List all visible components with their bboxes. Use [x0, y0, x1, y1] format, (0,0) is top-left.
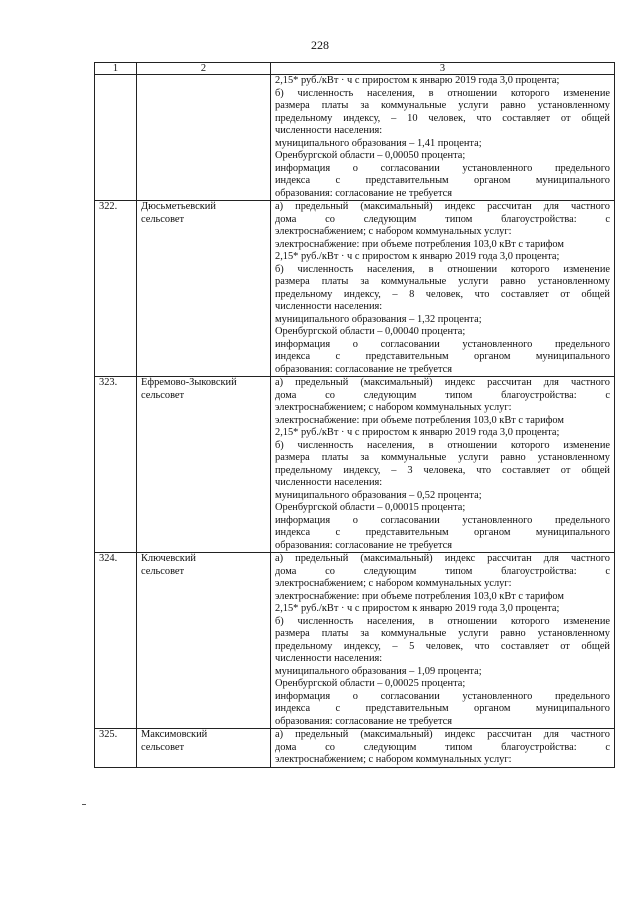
table-row — [95, 377, 615, 553]
margin-mark — [82, 804, 86, 805]
row-number-cell: 323. — [95, 377, 137, 553]
text-line: дома со следующим типом благоустройства: с — [275, 389, 610, 401]
text-line: электроснабжением; с набором коммунальных услуг: — [275, 754, 512, 765]
text-line: а) предельный (максимальный) индекс рассчитан для частного — [275, 201, 610, 212]
row-number-cell — [95, 75, 137, 201]
municipality-name-line: Ключевский — [141, 553, 196, 564]
text-line: информация о согласовании установленного предельного — [275, 514, 610, 526]
municipality-name-line: сельсовет — [141, 565, 185, 577]
page-number: 228 — [311, 38, 329, 52]
text-line: численности населения: — [275, 653, 383, 664]
municipality-name-line: сельсовет — [141, 741, 185, 753]
text-line: размера платы за коммунальные услуги равно установленному — [275, 628, 610, 639]
text-line: образования: согласование не требуется — [275, 539, 453, 551]
text-line: Оренбургской области – 0,00025 процента; — [275, 678, 466, 689]
index-description-cell — [271, 553, 615, 729]
text-line: 2,15* руб./кВт · ч с приростом к январю 2019 года 3,0 процента; — [275, 603, 560, 614]
text-line: численности населения: — [275, 301, 383, 312]
text-line: муниципального образования – 0,52 процента; — [275, 489, 482, 501]
text-line: индекса с представительным органом муниципального — [275, 703, 610, 714]
text-line: предельному индексу, – 10 человек, что составляет от общей — [275, 112, 610, 124]
text-line: Оренбургской области – 0,00015 процента; — [275, 502, 466, 513]
text-line: дома со следующим типом благоустройства: с — [275, 565, 610, 577]
municipality-name-line: сельсовет — [141, 389, 185, 401]
municipality-cell — [137, 553, 271, 729]
row-number-cell: 324. — [95, 553, 137, 729]
index-description-cell — [271, 75, 615, 201]
text-line: электроснабжение: при объеме потребления 103,0 кВт с тарифом — [275, 238, 564, 250]
text-line: информация о согласовании установленного предельного — [275, 162, 610, 174]
municipality-name-line: Дюсьметьевский — [141, 201, 216, 212]
text-line: а) предельный (максимальный) индекс рассчитан для частного — [275, 553, 610, 564]
municipality-index-table — [94, 62, 615, 768]
text-line: индекса с представительным органом муниципального — [275, 527, 610, 538]
text-line: образования: согласование не требуется — [275, 187, 453, 199]
text-line: информация о согласовании установленного предельного — [275, 338, 610, 350]
text-line: численности населения: — [275, 477, 383, 488]
text-line: 2,15* руб./кВт · ч с приростом к январю 2019 года 3,0 процента; — [275, 75, 560, 86]
index-description-cell — [271, 201, 615, 377]
text-line: 2,15* руб./кВт · ч с приростом к январю 2019 года 3,0 процента; — [275, 427, 560, 438]
text-line: размера платы за коммунальные услуги равно установленному — [275, 452, 610, 463]
text-line: б) численность населения, в отношении которого изменение — [275, 263, 610, 275]
municipality-cell — [137, 377, 271, 553]
text-line: размера платы за коммунальные услуги равно установленному — [275, 276, 610, 287]
municipality-cell — [137, 729, 271, 768]
text-line: Оренбургской области – 0,00040 процента; — [275, 326, 466, 337]
text-line: а) предельный (максимальный) индекс рассчитан для частного — [275, 729, 610, 740]
municipality-name-line: Максимовский — [141, 729, 208, 740]
index-description-cell — [271, 729, 615, 768]
header-col-3: 3 — [271, 63, 615, 75]
text-line: б) численность населения, в отношении которого изменение — [275, 615, 610, 627]
text-line: электроснабжением; с набором коммунальных услуг: — [275, 578, 512, 589]
header-col-2: 2 — [137, 63, 271, 75]
continuation-row — [95, 75, 615, 201]
text-line: информация о согласовании установленного предельного — [275, 690, 610, 702]
index-description-cell — [271, 377, 615, 553]
text-line: предельному индексу, – 8 человек, что составляет от общей — [275, 288, 610, 300]
municipality-cell — [137, 75, 271, 201]
row-number-cell: 325. — [95, 729, 137, 768]
text-line: размера платы за коммунальные услуги равно установленному — [275, 100, 610, 111]
text-line: электроснабжение: при объеме потребления 103,0 кВт с тарифом — [275, 414, 564, 426]
text-line: а) предельный (максимальный) индекс рассчитан для частного — [275, 377, 610, 388]
text-line: индекса с представительным органом муниципального — [275, 351, 610, 362]
text-line: 2,15* руб./кВт · ч с приростом к январю 2019 года 3,0 процента; — [275, 251, 560, 262]
table-row — [95, 553, 615, 729]
text-line: предельному индексу, – 5 человек, что составляет от общей — [275, 640, 610, 652]
text-line: б) численность населения, в отношении которого изменение — [275, 87, 610, 99]
text-line: электроснабжение: при объеме потребления 103,0 кВт с тарифом — [275, 590, 564, 602]
row-number-cell: 322. — [95, 201, 137, 377]
table-header-row — [95, 63, 615, 75]
text-line: предельному индексу, – 3 человека, что составляет от общей — [275, 464, 610, 476]
text-line: электроснабжением; с набором коммунальных услуг: — [275, 226, 512, 237]
text-line: муниципального образования – 1,09 процента; — [275, 665, 482, 677]
text-line: дома со следующим типом благоустройства: с — [275, 213, 610, 225]
table-row — [95, 729, 615, 768]
text-line: численности населения: — [275, 125, 383, 136]
text-line: образования: согласование не требуется — [275, 715, 453, 727]
municipality-name-line: сельсовет — [141, 213, 185, 225]
text-line: индекса с представительным органом муниципального — [275, 175, 610, 186]
text-line: муниципального образования – 1,32 процента; — [275, 313, 482, 325]
municipality-name-line: Ефремово-Зыковский — [141, 377, 237, 388]
text-line: муниципального образования – 1,41 процента; — [275, 137, 482, 149]
table-row — [95, 201, 615, 377]
municipality-cell — [137, 201, 271, 377]
text-line: образования: согласование не требуется — [275, 363, 453, 375]
text-line: дома со следующим типом благоустройства: с — [275, 741, 610, 753]
header-col-1: 1 — [95, 63, 137, 75]
text-line: Оренбургской области – 0,00050 процента; — [275, 150, 466, 161]
text-line: электроснабжением; с набором коммунальных услуг: — [275, 402, 512, 413]
text-line: б) численность населения, в отношении которого изменение — [275, 439, 610, 451]
